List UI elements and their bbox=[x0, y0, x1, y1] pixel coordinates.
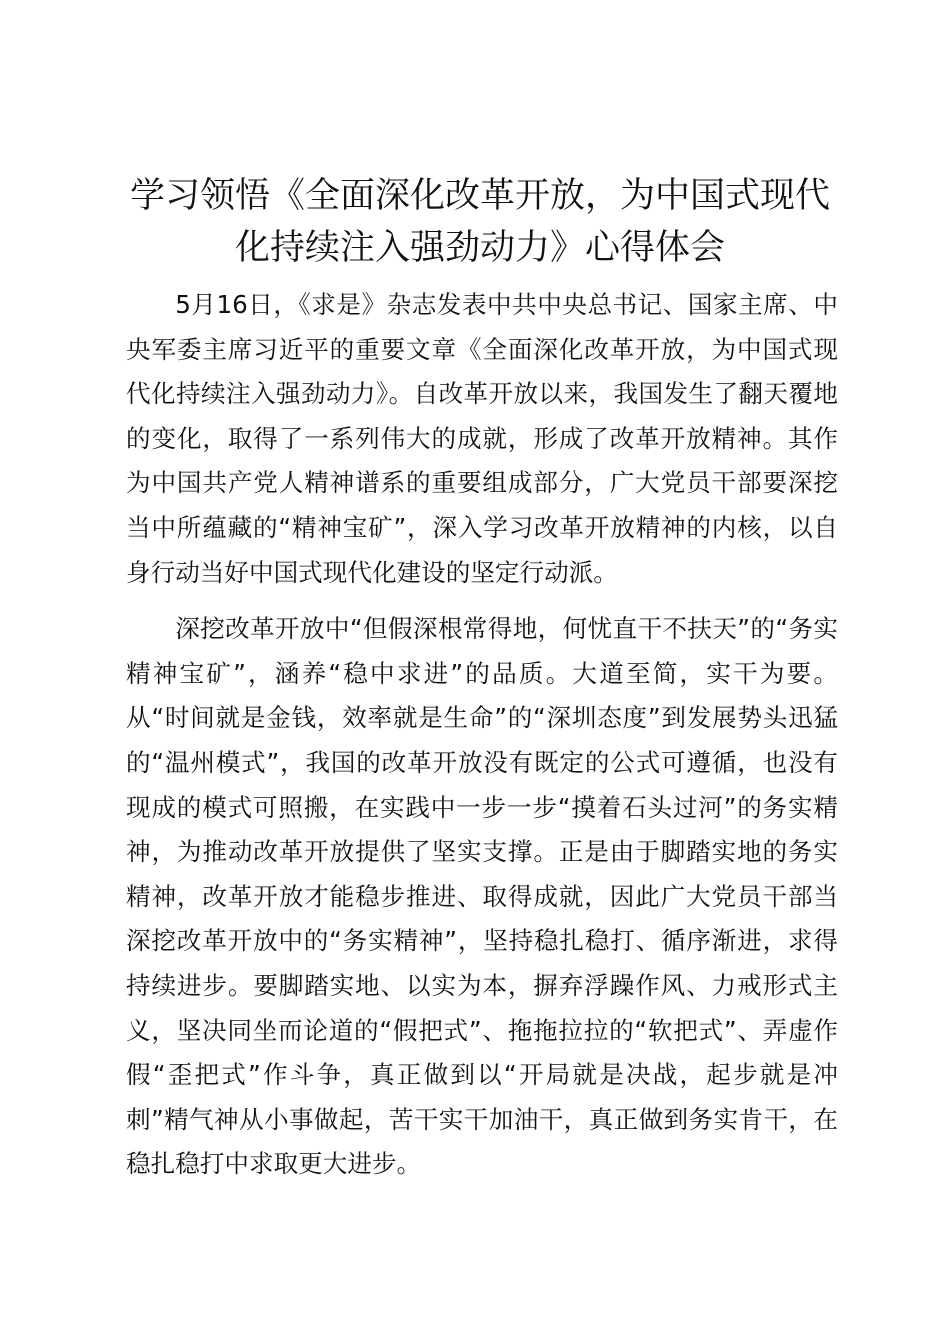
document-body bbox=[126, 283, 838, 1199]
document-title: 学习领悟《全面深化改革开放，为中国式现代 化持续注入强劲动力》心得体会 bbox=[129, 176, 830, 268]
paragraph-2: 深挖改革开放中“但假深根常得地，何忧直干不扶天”的“务实精神宝矿”，涵养“稳中求进”的品质。大道至简，实干为要。从“时间就是金钱，效率就是生命”的“深圳态度”到发展势头迅猛的“温州模式”，我国的改革开放没有既定的公式可遵循，也没有现成的模式可照搬，在实践中一步一步“摸着石头过河”的务实精神，为推动改革开放提供了坚实支撑。正是由于脚踏实地的务实精神，改革开放才能稳步推进、取得成就，因此广大党员干部当深挖改革开放中的“务实精神”，坚持稳扎稳打、循序渐进，求得持续进步。要脚踏实地、以实为本，摒弃浮躁作风、力戒形式主义，坚决同坐而论道的“假把式”、拖拖拉拉的“软把式”、弄虚作假“歪把式”作斗争，真正做到以“开局就是决战，起步就是冲刺”精气神从小事做起，苦干实干加油干，真正做到务实肯干，在稳扎稳打中求取更大进步。 bbox=[126, 614, 838, 1179]
paragraph-1: 5月16日，《求是》杂志发表中共中央总书记、国家主席、中央军委主席习近平的重要文章《全面深化改革开放，为中国式现代化持续注入强劲动力》。自改革开放以来，我国发生了翻天覆地的变化，取得了一系列伟大的成就，形成了改革开放精神。其作为中国共产党人精神谱系的重要组成部分，广大党员干部要深挖当中所蕴藏的“精神宝矿”，深入学习改革开放精神的内核，以自身行动当好中国式现代化建设的坚定行动派。 bbox=[126, 290, 838, 587]
